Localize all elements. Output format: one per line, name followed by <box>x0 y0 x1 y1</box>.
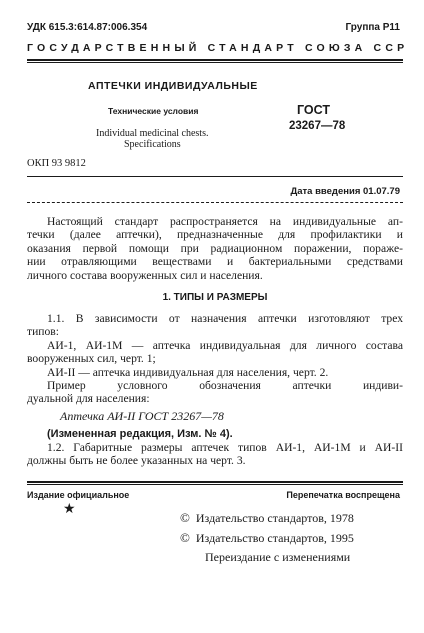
clause-line: 1.1. В зависимости от назначения аптечки изготовляют трех <box>47 312 403 325</box>
amendment-note: (Измененная редакция, Изм. № 4). <box>47 428 233 440</box>
document-title: АПТЕЧКИ ИНДИВИДУАЛЬНЫЕ <box>88 80 258 92</box>
english-title-line-2: Specifications <box>124 139 181 150</box>
copyright-text: Издательство стандартов, 1995 <box>195 531 354 545</box>
intro-line: нии отравляющими веществами и бактериальными средствами <box>27 255 403 269</box>
reissue-note: Переиздание с изменениями <box>205 550 351 564</box>
footer-rule-bottom <box>27 484 403 485</box>
example-line: дуальной для населения: <box>27 392 150 406</box>
example-line: Пример условного обозначения аптечки индиви- <box>47 379 403 392</box>
footer-rule-top <box>27 481 403 483</box>
copyright-1978 <box>180 510 354 526</box>
header-rule-bottom <box>27 62 403 63</box>
clause-1-2 <box>27 441 403 468</box>
english-title-line-1: Individual medicinal chests. <box>96 128 209 139</box>
copyright-icon: © <box>180 530 190 545</box>
intro-line: течки (далее аптечки), предназначенные для профилактики и <box>27 228 403 242</box>
copyright-icon: © <box>180 510 190 525</box>
gost-label: ГОСТ <box>297 103 330 117</box>
star-icon: ★ <box>63 502 76 517</box>
standard-body-title: ГОСУДАРСТВЕННЫЙ СТАНДАРТ СОЮЗА ССР <box>27 42 409 54</box>
copyright-text: Издательство стандартов, 1978 <box>195 511 354 525</box>
group-code: Группа Р11 <box>345 22 400 33</box>
clause-line: типов: <box>27 325 59 339</box>
designation-example-text: Аптечка АИ-II ГОСТ 23267—78 <box>60 409 224 423</box>
udk-code: УДК 615.3:614.87:006.354 <box>27 22 148 33</box>
clause-1-1 <box>27 312 403 339</box>
introduction-date: Дата введения 01.07.79 <box>290 186 400 197</box>
header-rule-top <box>27 59 403 61</box>
type-line: АИ-1, АИ-1М — аптечка индивидуальная для личного состава <box>47 339 403 352</box>
type-line: вооруженных сил, черт. 1; <box>27 352 156 366</box>
document-subtitle: Технические условия <box>108 106 199 116</box>
clause-line: 1.2. Габаритные размеры аптечек типов АИ-1, АИ-1М и АИ-II <box>47 441 403 454</box>
reprint-prohibited: Перепечатка воспрещена <box>286 490 400 500</box>
title-block-rule <box>27 176 403 177</box>
intro-line: Настоящий стандарт распространяется на индивидуальные ап- <box>47 215 403 228</box>
gost-number: 23267—78 <box>289 120 346 132</box>
section-heading: 1. ТИПЫ И РАЗМЕРЫ <box>162 292 268 303</box>
designation-example <box>27 379 403 406</box>
intro-paragraph <box>27 215 403 282</box>
official-edition: Издание официальное <box>27 490 130 500</box>
type-ai2 <box>27 366 403 379</box>
copyright-1995 <box>180 530 354 546</box>
intro-line: оказания первой помощи при радиационном поражении, пораже- <box>27 241 403 255</box>
okp-code: ОКП 93 9812 <box>27 158 86 169</box>
clause-line: должны быть не более указанных на черт. 3. <box>27 454 246 468</box>
introduction-date-rule <box>27 202 403 203</box>
type-line: АИ-II — аптечка индивидуальная для населения, черт. 2. <box>47 366 329 379</box>
intro-line: личного состава вооруженных сил и населения. <box>27 268 263 282</box>
type-ai1 <box>27 339 403 366</box>
